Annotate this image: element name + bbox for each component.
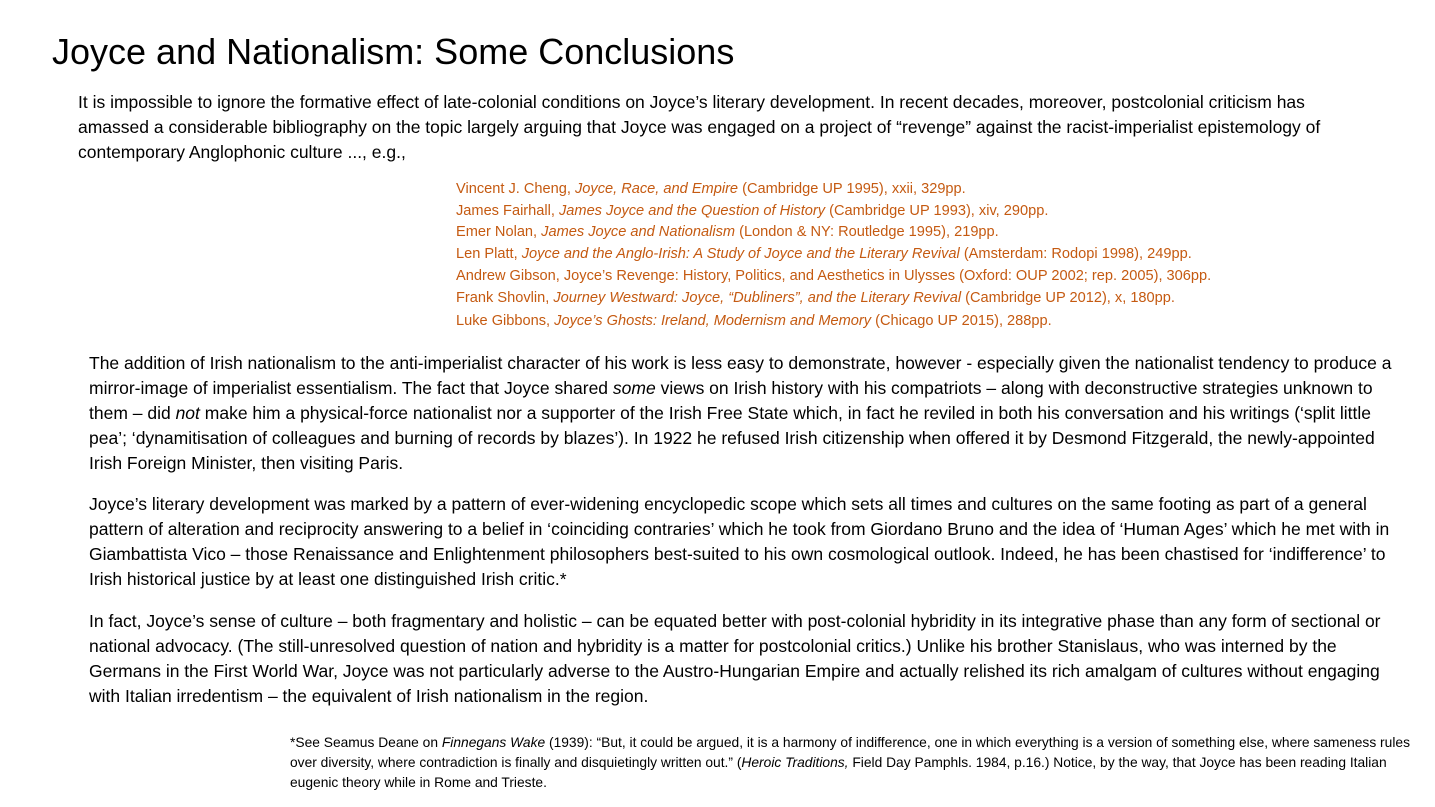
slide-title: Joyce and Nationalism: Some Conclusions (52, 31, 735, 72)
emphasis-text: some (612, 378, 656, 398)
reference-title: James Joyce and the Question of History (559, 202, 826, 219)
reference-title: Joyce and the Anglo-Irish: A Study of Joyce and the Literary Revival (521, 246, 960, 263)
reference-author: Len Platt, (456, 246, 522, 263)
reference-author: Luke Gibbons, (456, 313, 555, 330)
reference-title: James Joyce and Nationalism (541, 224, 736, 241)
reference-author: Frank Shovlin, (456, 289, 554, 306)
body-paragraph-hybridity: In fact, Joyce’s sense of culture – both fragmentary and holistic – can be equated better with post-colonial hybridity in its integrative phase than any form of sectional or national advocacy. (The still-unresolved question of nation and hybridity is a matter for postcolonial critics.) Unlike his brother Stanislaus, who was interned by the Germans in the First World War, Joyce was not particularly adverse to the Austro-Hungarian Empire and actually relished its rich amalgam of cultures without engaging with Italian irredentism – the equivalent of Irish nationalism in the region. (89, 611, 1381, 706)
body-paragraph-nationalism (89, 351, 1407, 476)
reference-details: (Amsterdam: Rodopi 1998), 249pp. (959, 246, 1192, 263)
intro-paragraph: It is impossible to ignore the formative effect of late-colonial conditions on Joyce’s literary development. In recent decades, moreover, postcolonial criticism has amassed a considerable bibliography on the topic largely arguing that Joyce was engaged on a project of “revenge” against the racist-imperialist epistemology of contemporary Anglophonic culture ..., e.g., (78, 92, 1321, 162)
text-run: *See Seamus Deane on (290, 735, 442, 750)
reference-list (456, 179, 1416, 333)
emphasis-text: Heroic Traditions, (741, 755, 849, 770)
reference-item (456, 222, 1416, 244)
reference-author: James Fairhall, (456, 202, 559, 219)
reference-details: (Cambridge UP 2012), x, 180pp. (961, 289, 1175, 306)
reference-details: (Chicago UP 2015), 288pp. (871, 313, 1052, 330)
reference-item (456, 179, 1416, 201)
reference-item (456, 288, 1416, 310)
text-run: views on Irish history with his compatriots – along with deconstructive strategies unknown to them – did (89, 378, 1373, 423)
reference-title: Joyce’s Ghosts: Ireland, Modernism and Memory (554, 313, 872, 330)
reference-item (456, 266, 1416, 288)
reference-item (456, 244, 1416, 266)
reference-title: Journey Westward: Joyce, “Dubliners”, and the Literary Revival (553, 289, 962, 306)
reference-author: Andrew Gibson, Joyce’s Revenge: History, Politics, and Aesthetics in Ulysses (Oxford: OUP 2002; rep. 2005), 306pp. (456, 267, 1212, 284)
text-run: (1939): “But, it could be argued, it is a harmony of indifference, one in which everything is a version of something else, where sameness rules over diversity, where contradiction is finally and disquietingly written out.” ( (290, 735, 1410, 770)
reference-details: (Cambridge UP 1993), xiv, 290pp. (825, 202, 1049, 219)
reference-author: Vincent J. Cheng, (456, 181, 575, 197)
reference-item (456, 201, 1416, 223)
reference-details: (Cambridge UP 1995), xxii, 329pp. (738, 181, 966, 197)
text-run: The addition of Irish nationalism to the anti-imperialist character of his work is less easy to demonstrate, however - especially given the nationalist tendency to produce a mirror-image of imperialist essentialism. The fact that Joyce shared (89, 353, 1392, 398)
reference-item (456, 311, 1416, 333)
body-paragraph-development: Joyce’s literary development was marked by a pattern of ever-widening encyclopedic scope which sets all times and cultures on the same footing as part of a general pattern of alteration and reciprocity answering to a belief in ‘coinciding contraries’ which he took from Giordano Bruno and the idea of ‘Human Ages’ which he met with in Giambattista Vico – those Renaissance and Enlightenment philosophers best-suited to his own cosmological outlook. Indeed, he has been chastised for ‘indifference’ to Irish historical justice by at least one distinguished Irish critic.* (89, 494, 1390, 589)
reference-details: (London & NY: Routledge 1995), 219pp. (735, 224, 999, 241)
emphasis-text: not (175, 403, 200, 423)
text-run: make him a physical-force nationalist nor a supporter of the Irish Free State which, in fact he reviled in both his conversation and his writings (‘split little pea’; ‘dynamitisation of colleagues and burning of records by blazes’). In 1922 he refused Irish citizenship when offered it by Desmond Fitzgerald, the newly-appointed Irish Foreign Minister, then visiting Paris. (89, 403, 1375, 473)
footnote (290, 733, 1415, 793)
emphasis-text: Finnegans Wake (441, 735, 546, 750)
text-run: Field Day Pamphls. 1984, p.16.) Notice, by the way, that Joyce has been reading Italian eugenic theory while in Rome and Trieste. (290, 755, 1387, 790)
reference-title: Joyce, Race, and Empire (575, 181, 739, 197)
reference-author: Emer Nolan, (456, 224, 542, 241)
